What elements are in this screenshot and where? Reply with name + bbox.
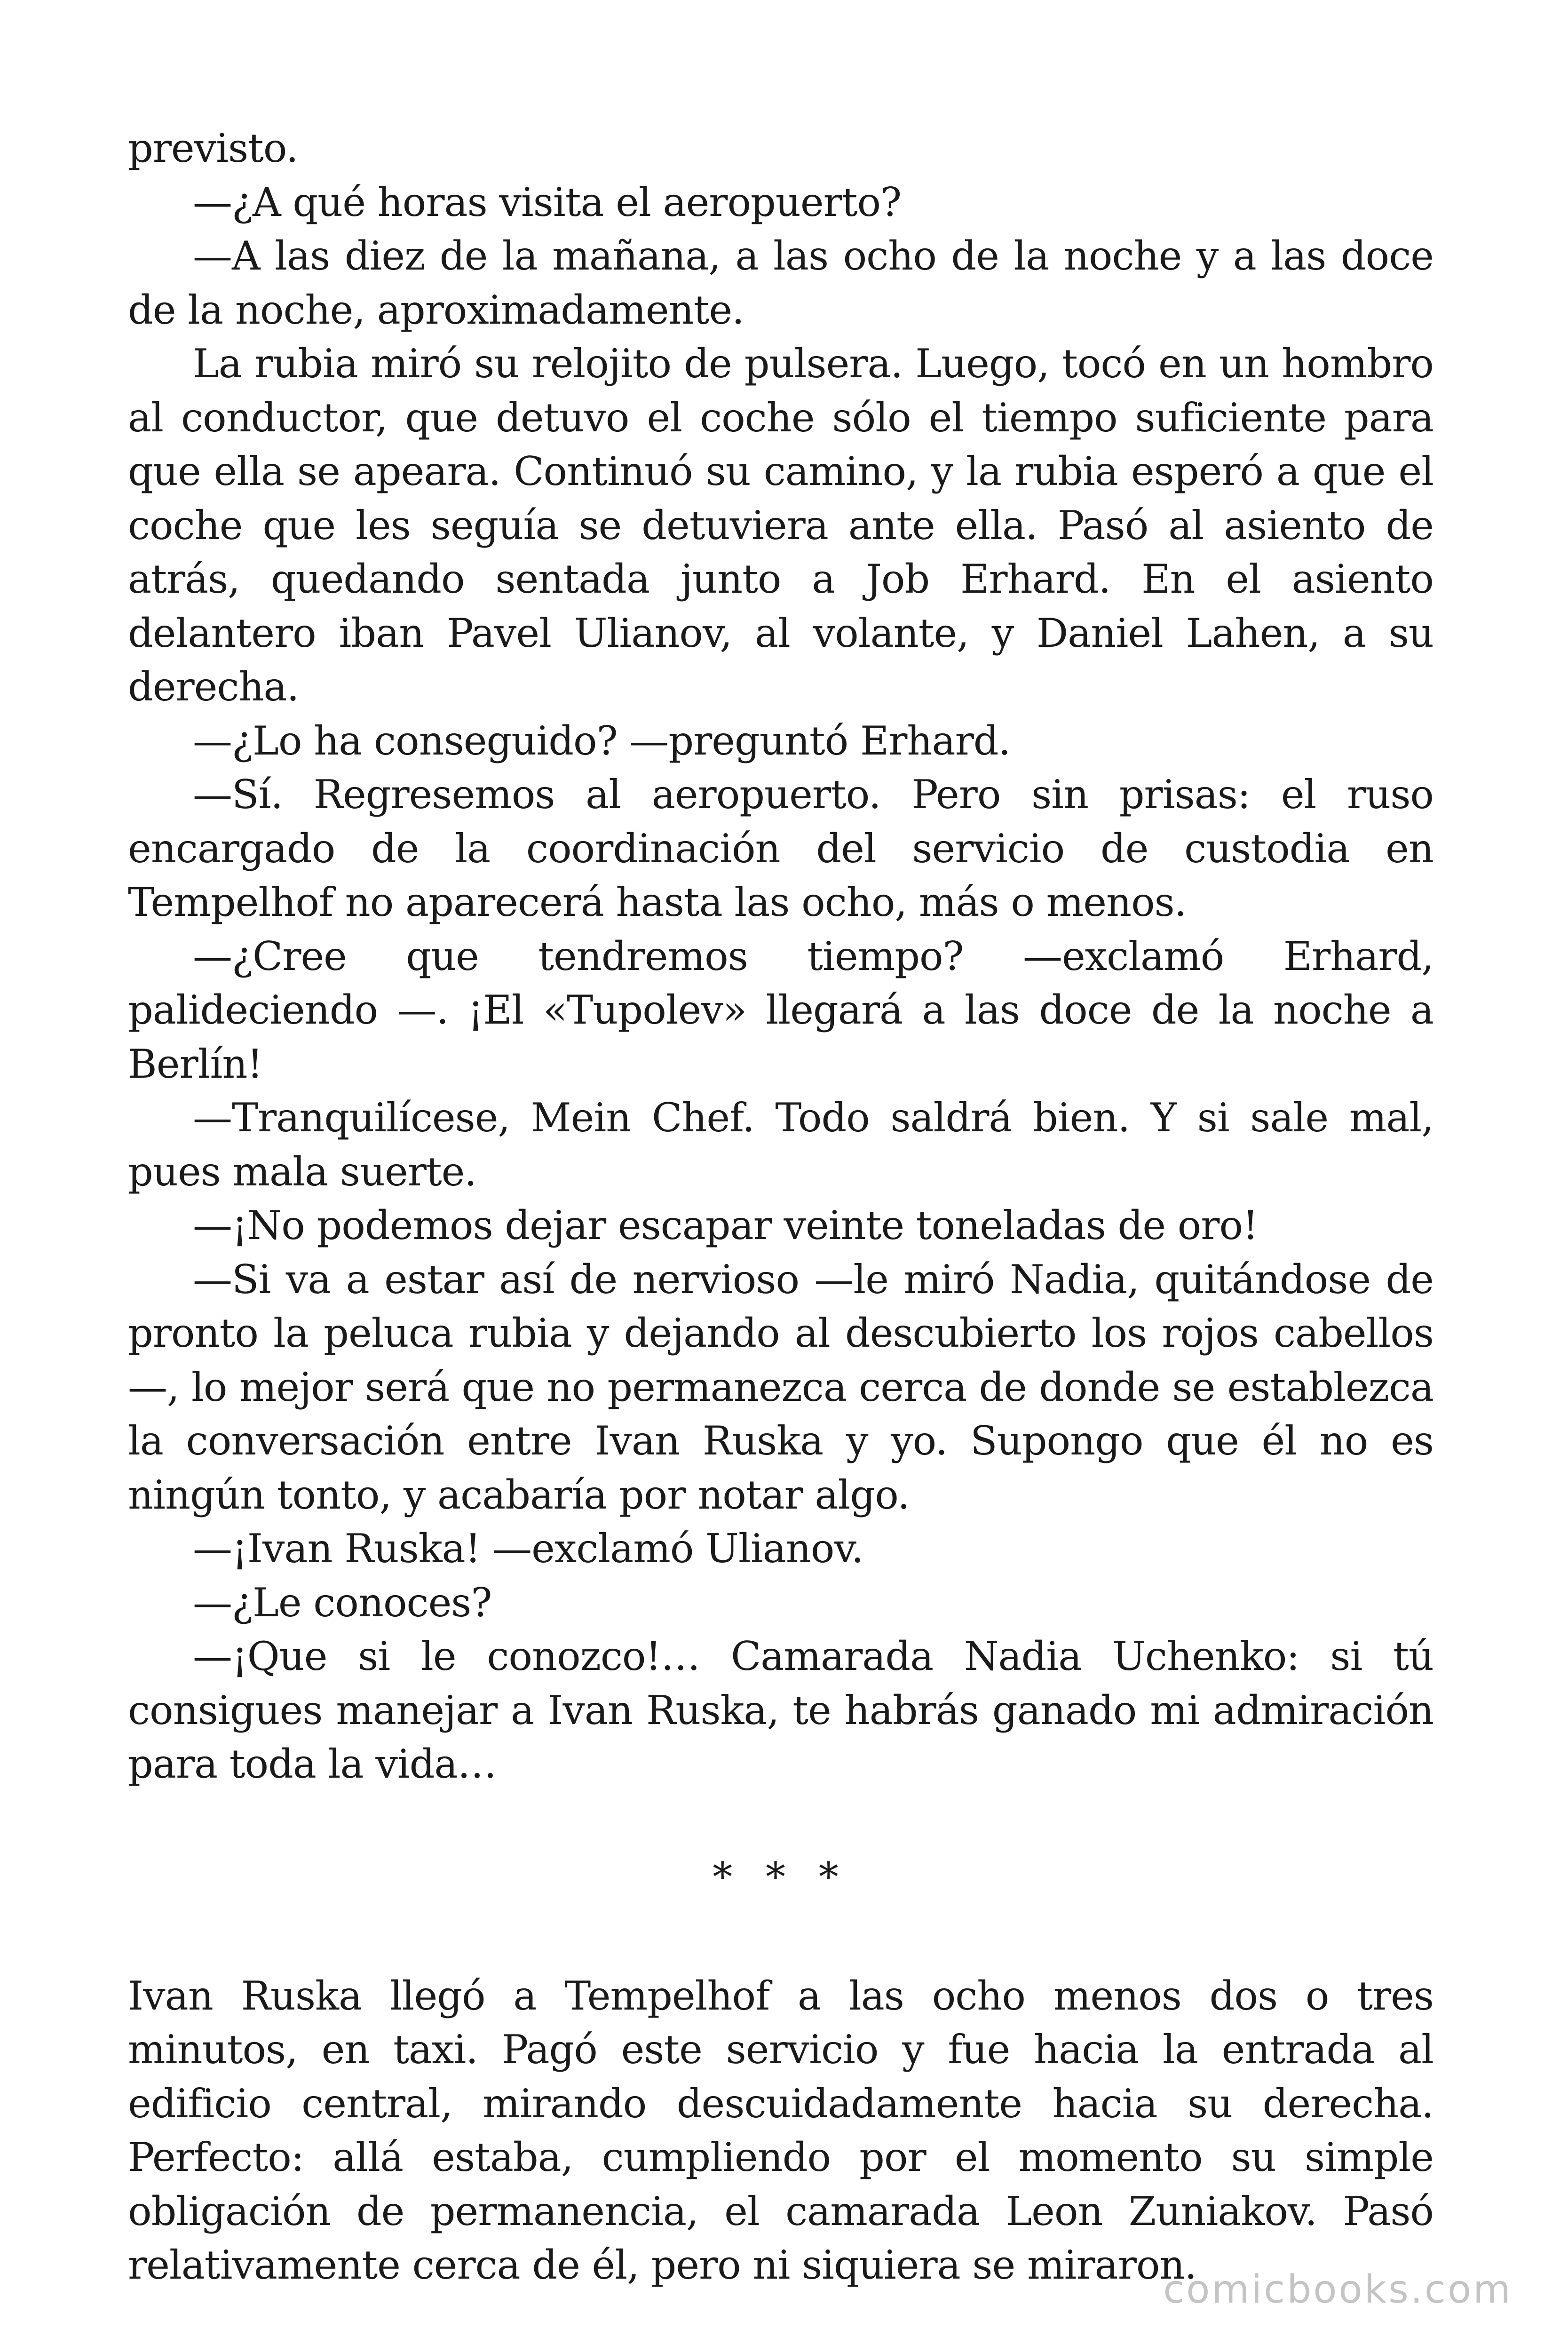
paragraph: —¿A qué horas visita el aeropuerto? bbox=[193, 179, 902, 225]
watermark: comicbooks.com bbox=[1163, 2267, 1513, 2312]
paragraph: —¡No podemos dejar escapar veinte toneladas de oro! bbox=[193, 1202, 1258, 1248]
text-section-bottom bbox=[128, 1969, 1433, 2292]
paragraph: —Si va a estar así de nervioso —le miró Nadia, quitándose de pronto la peluca rubia y dejando al descubierto los rojos cabellos—, lo mejor será que no permanezca cerca de donde se establezca la conversación entre Ivan Ruska y yo. Supongo que él no es ningún tonto, y acabaría por notar algo. bbox=[128, 1256, 1433, 1518]
paragraph: Ivan Ruska llegó a Tempelhof a las ocho menos dos o tres minutos, en taxi. Pagó este servicio y fue hacia la entrada al edificio central, mirando descuidadamente hacia su derecha. Perfecto: allá estaba, cumpliendo por el momento su simple obligación de permanencia, el camarada Leon Zuniakov. Pasó relativamente cerca de él, pero ni siquiera se miraron. bbox=[128, 1972, 1433, 2288]
paragraph: —Sí. Regresemos al aeropuerto. Pero sin prisas: el ruso encargado de la coordinación del servicio de custodia en Tempelhof no aparecerá hasta las ocho, más o menos. bbox=[128, 771, 1433, 925]
paragraph: —¡Que si le conozco!… Camarada Nadia Uchenko: si tú consigues manejar a Ivan Ruska, te habrás ganado mi admiración para toda la vida… bbox=[128, 1633, 1433, 1787]
text-section-top bbox=[128, 121, 1433, 1791]
paragraph: —A las diez de la mañana, a las ocho de la noche y a las doce de la noche, aproximadamente. bbox=[128, 233, 1433, 333]
paragraph: —¿Lo ha conseguido? —preguntó Erhard. bbox=[193, 717, 1011, 764]
paragraph: La rubia miró su relojito de pulsera. Luego, tocó en un hombro al conductor, que detuvo el coche sólo el tiempo suficiente para que ella se apeara. Continuó su camino, y la rubia esperó a que el coche que les seguía se detuviera ante ella. Pasó al asiento de atrás, quedando sentada junto a Job Erhard. En el asiento delantero iban Pavel Ulianov, al volante, y Daniel Lahen, a su derecha. bbox=[128, 341, 1433, 710]
paragraph: —¡Ivan Ruska! —exclamó Ulianov. bbox=[193, 1526, 863, 1572]
paragraph: —¿Cree que tendremos tiempo? —exclamó Erhard, palideciendo —. ¡El «Tupolev» llegará a las doce de la noche a Berlín! bbox=[128, 933, 1433, 1087]
paragraph: previsto. bbox=[128, 125, 298, 171]
paragraph: —Tranquilícese, Mein Chef. Todo saldrá bien. Y si sale mal, pues mala suerte. bbox=[128, 1095, 1433, 1195]
book-page-text bbox=[128, 121, 1433, 2292]
paragraph: —¿Le conoces? bbox=[193, 1579, 492, 1626]
scene-break: * * * bbox=[713, 1853, 849, 1900]
